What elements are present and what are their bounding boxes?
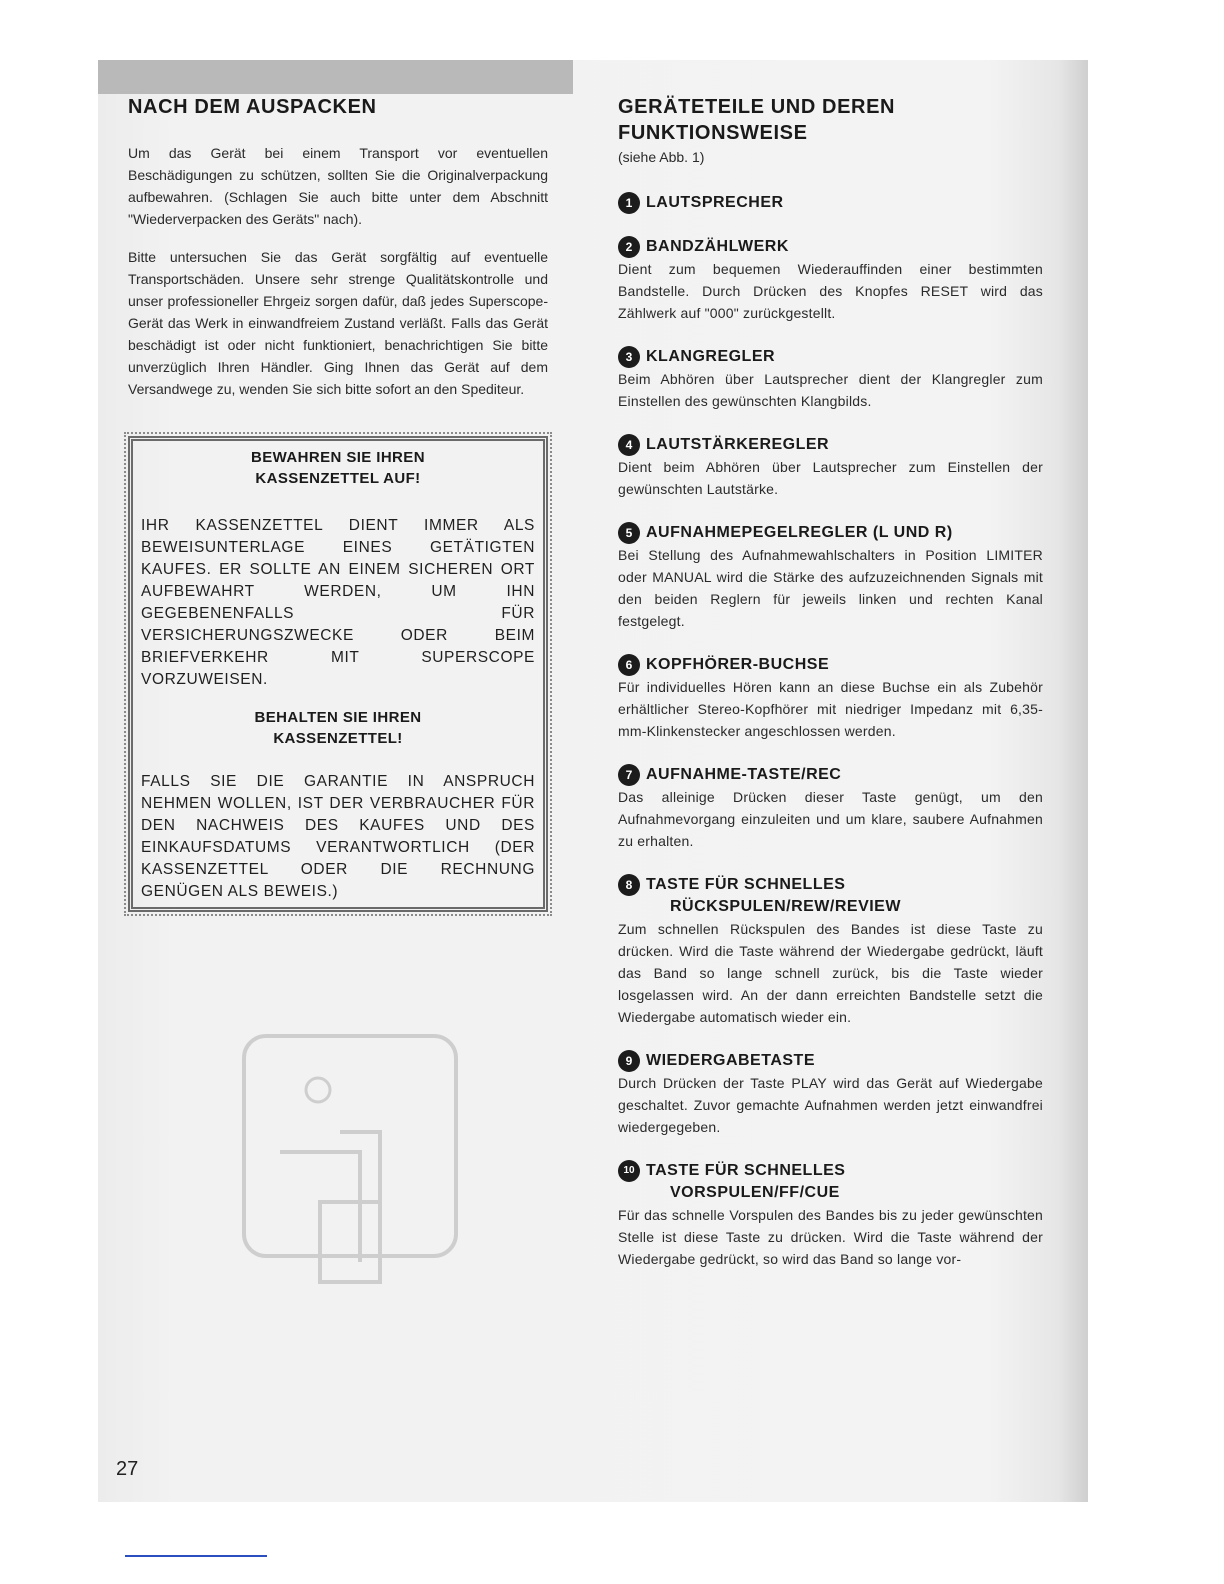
part-title: AUFNAHMEPEGELREGLER (L UND R)	[646, 524, 953, 541]
part-item	[618, 764, 1043, 852]
part-title: WIEDERGABETASTE	[646, 1052, 815, 1069]
part-title: LAUTSTÄRKEREGLER	[646, 436, 830, 453]
part-description: Beim Abhören über Lautsprecher dient der Klangregler zum Einstellen des gewünschten Klangbilds.	[618, 371, 1043, 409]
receipt-heading-1: BEWAHREN SIE IHREN KASSENZETTEL AUF!	[251, 449, 425, 487]
part-item	[618, 1050, 1043, 1138]
part-title: BANDZÄHLWERK	[646, 238, 789, 255]
part-description: Für individuelles Hören kann an diese Buchse ein als Zubehör erhältlicher Stereo-Kopfhörer mit niedriger Impedanz mit 6,35-mm-Klinkenstecker angeschlossen werden.	[618, 679, 1043, 739]
receipt-text-2: FALLS SIE DIE GARANTIE IN ANSPRUCH NEHMEN WOLLEN, IST DER VERBRAUCHER FÜR DEN NACHWEIS DES KAUFES UND DES EINKAUFSDATUMS VERANTWORTLICH (DER KASSENZETTEL ODER DIE RECHNUNG GENÜGEN ALS BEWEIS.)	[141, 773, 535, 900]
number-badge-icon: 5	[618, 522, 640, 544]
part-description: Dient beim Abhören über Lautsprecher zum Einstellen der gewünschten Lautstärke.	[618, 459, 1043, 497]
part-description: Zum schnellen Rückspulen des Bandes ist diese Taste zu drücken. Wird die Taste während der Wiedergabe gedrückt, läuft das Band so lange schnell zurück, bis die Taste wieder losgelassen wird. An der dann erreichten Bandstelle setzt die Wiedergabe automatisch wieder ein.	[618, 921, 1043, 1025]
part-item	[618, 346, 1043, 412]
number-badge-icon: 3	[618, 346, 640, 368]
part-title: TASTE FÜR SCHNELLES	[646, 876, 846, 893]
number-badge-icon: 8	[618, 874, 640, 896]
part-description: Bei Stellung des Aufnahmewahlschalters in Position LIMITER oder MANUAL wird die Stärke des aufzuzeichnenden Signals mit den beiden Reglern für jeweils linken und rechten Kanal festgelegt.	[618, 547, 1043, 629]
number-badge-icon: 4	[618, 434, 640, 456]
header-tab-strip	[98, 60, 573, 94]
parts-title: GERÄTETEILE UND DEREN FUNKTIONSWEISE	[618, 96, 896, 144]
part-title: LAUTSPRECHER	[646, 194, 784, 211]
part-title: KLANGREGLER	[646, 348, 776, 365]
part-item	[618, 522, 1043, 632]
receipt-heading-2: BEHALTEN SIE IHREN KASSENZETTEL!	[254, 709, 422, 747]
show-through-diagram	[240, 1032, 460, 1332]
part-description: Durch Drücken der Taste PLAY wird das Gerät auf Wiedergabe geschaltet. Zuvor gemachte Aufnahmen werden jetzt einwandfrei wiedergegeben.	[618, 1075, 1043, 1135]
part-description: Das alleinige Drücken dieser Taste genügt, um den Aufnahmevorgang einzuleiten und um klare, saubere Aufnahmen zu erhalten.	[618, 789, 1043, 849]
page-number: 27	[116, 1458, 139, 1480]
number-badge-icon: 9	[618, 1050, 640, 1072]
number-badge-icon: 1	[618, 192, 640, 214]
part-title: AUFNAHME-TASTE/REC	[646, 766, 842, 783]
part-title: KOPFHÖRER-BUCHSE	[646, 656, 830, 673]
footer-link-underline[interactable]	[125, 1555, 267, 1557]
unpacking-paragraph-1: Um das Gerät bei einem Transport vor eventuellen Beschädigungen zu schützen, sollten Sie die Originalverpackung aufbewahren. (Schlagen Sie auch bitte unter dem Abschnitt "Wiederverpacken des Geräts" nach).	[128, 145, 548, 227]
receipt-notice-box	[128, 436, 548, 912]
number-badge-icon: 6	[618, 654, 640, 676]
scanned-page	[98, 60, 1088, 1502]
number-badge-icon: 2	[618, 236, 640, 258]
part-item	[618, 1160, 1043, 1270]
part-title-line-2: RÜCKSPULEN/REW/REVIEW	[670, 898, 901, 915]
part-item	[618, 654, 1043, 742]
unpacking-paragraph-2: Bitte untersuchen Sie das Gerät sorgfältig auf eventuelle Transportschäden. Unsere sehr strenge Qualitätskontrolle und unser professioneller Ehrgeiz sorgen dafür, daß jedes Superscope-Gerät das Werk in einwandfreiem Zustand verläßt. Falls das Gerät beschädigt ist oder nicht funktioniert, benachrichtigen Sie bitte unverzüglich Ihren Händler. Ging Ihnen das Gerät auf dem Versandwege zu, wenden Sie sich bitte sofort an den Spediteur.	[128, 249, 548, 397]
left-column	[128, 94, 548, 912]
part-title: TASTE FÜR SCHNELLES	[646, 1162, 846, 1179]
number-badge-icon: 7	[618, 764, 640, 786]
number-badge-icon: 10	[618, 1160, 640, 1182]
figure-reference: (siehe Abb. 1)	[618, 149, 705, 165]
part-item	[618, 874, 1043, 1028]
part-item	[618, 236, 1043, 324]
part-title-line-2: VORSPULEN/FF/CUE	[670, 1184, 840, 1201]
right-column	[618, 94, 1043, 1270]
receipt-text-1: IHR KASSENZETTEL DIENT IMMER ALS BEWEISUNTERLAGE EINES GETÄTIGTEN KAUFES. ER SOLLTE AN EINEM SICHEREN ORT AUFBEWAHRT WERDEN, UM IHN GEGEBENENFALLS FÜR VERSICHERUNGSZWECKE ODER BEIM BRIEFVERKEHR MIT SUPERSCOPE VORZUWEISEN.	[141, 517, 535, 688]
part-description: Für das schnelle Vorspulen des Bandes bis zu jeder gewünschten Stelle ist diese Taste zu drücken. Wird die Taste während der Wiedergabe gedrückt, so wird das Band so lange vor-	[618, 1207, 1043, 1267]
unpacking-title: NACH DEM AUSPACKEN	[128, 96, 377, 118]
part-item	[618, 434, 1043, 500]
part-item	[618, 192, 1043, 214]
part-description: Dient zum bequemen Wiederauffinden einer bestimmten Bandstelle. Durch Drücken des Knopfes RESET wird das Zählwerk auf "000" zurückgestellt.	[618, 261, 1043, 321]
